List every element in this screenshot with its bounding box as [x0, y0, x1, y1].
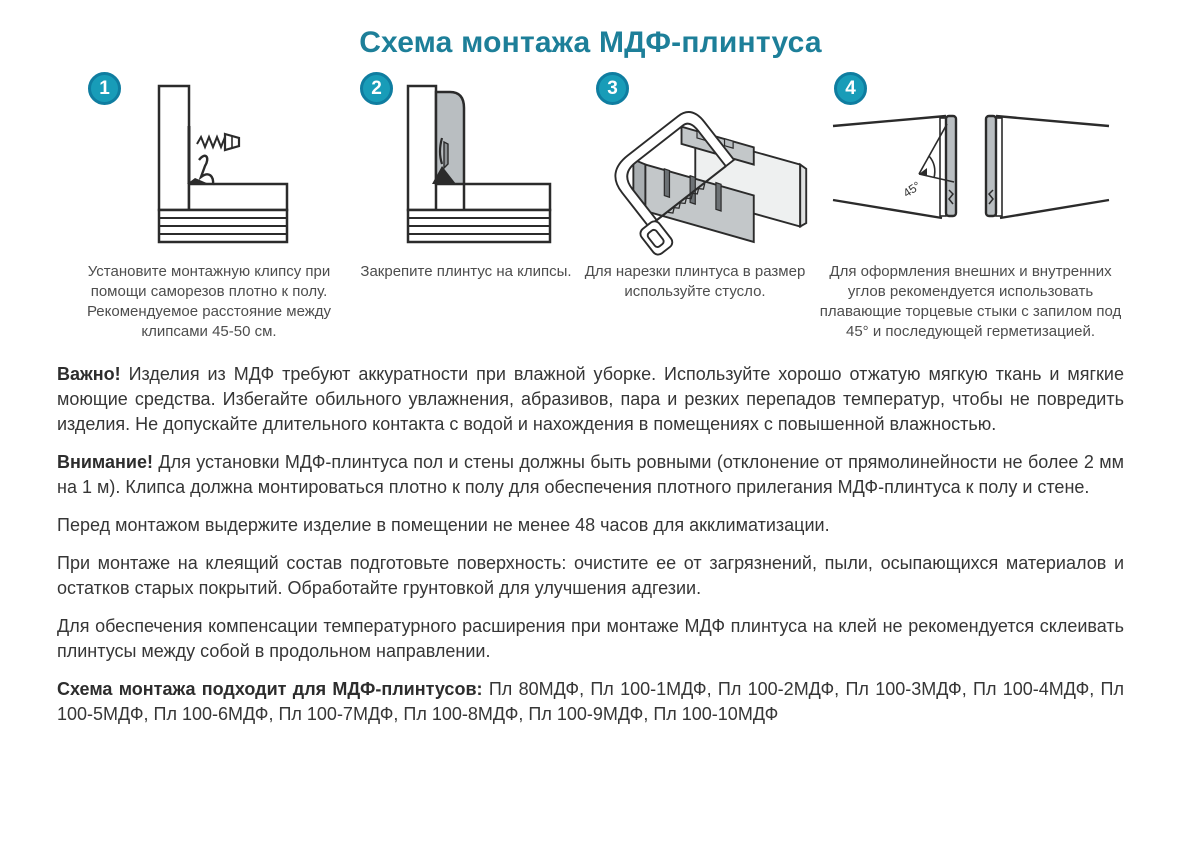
compatible-models-list: Пл 80МДФ, Пл 100-1МДФ, Пл 100-2МДФ, Пл 100-3МДФ, Пл 100-4МДФ, Пл 100-5МДФ, Пл 100-6МДФ, Пл 100-7МДФ, Пл 100-8МДФ, Пл 100-9МДФ, Пл 100-10МДФ — [57, 679, 1125, 724]
step-3-number-badge: 3 — [596, 72, 629, 105]
compatible-models-label: Схема монтажа подходит для МДФ-плинтусов: — [57, 679, 483, 699]
step-1-caption: Установите монтажную клипсу при помощи саморезов плотно к полу. Рекомендуемое расстояние между клипсами 45-50 см. — [86, 263, 332, 340]
step-4-caption: Для оформления внешних и внутренних углов рекомендуется использовать плавающие торцевые стыки с запилом под 45° и последующей герметизацией. — [819, 263, 1122, 340]
step-1 — [58, 70, 360, 342]
step-3 — [572, 70, 818, 342]
floor-shape — [464, 184, 550, 210]
steps-row — [58, 70, 1123, 342]
body-text — [57, 362, 1124, 727]
step-3-caption: Для нарезки плинтуса в размер используйте стусло. — [584, 263, 806, 300]
left-plinth-piece — [833, 116, 956, 218]
paragraph-important-text: Изделия из МДФ требуют аккуратности при влажной уборке. Используйте хорошо отжатую мягкую ткань и мягкие моющие средства. Избегайте обильного увлажнения, абразивов, пара и резких перепадов температур, чтобы не повредить изделия. Не допускайте длительного контакта с водой и нахождения в помещениях с повышенной влажностью. — [57, 364, 1124, 434]
illustration-miter-box — [572, 82, 822, 254]
illustration-plinth-on-clip — [360, 82, 580, 254]
step-4 — [818, 70, 1123, 342]
floor-shape — [189, 184, 287, 210]
paragraph-important — [57, 362, 1124, 437]
illustration-clip-mounting — [59, 82, 359, 254]
attention-label: Внимание! — [57, 452, 153, 472]
step-2 — [360, 70, 572, 342]
wall-shape — [159, 86, 189, 210]
box-slot — [716, 183, 721, 211]
paragraph-thermal-expansion: Для обеспечения компенсации температурного расширения при монтаже МДФ плинтуса на клей не рекомендуется склеивать плинтусы между собой в продольном направлении. — [57, 616, 1124, 661]
screw-icon — [197, 134, 239, 150]
step-4-number-badge: 4 — [834, 72, 867, 105]
illustration-corner-joint — [821, 82, 1121, 254]
paragraph-attention-text: Для установки МДФ-плинтуса пол и стены должны быть ровными (отклонение от прямолинейности не более 2 мм на 1 м). Клипса должна монтироваться плотно к полу для обеспечения плотного прилегания МДФ-плинтуса к полу и стене. — [57, 452, 1124, 497]
step-2-caption: Закрепите плинтус на клипсы. — [360, 263, 572, 280]
page-title: Схема монтажа МДФ-плинтуса — [359, 26, 822, 59]
box-slot — [664, 169, 669, 197]
paragraph-adhesive-prep: При монтаже на клеящий состав подготовьте поверхность: очистите ее от загрязнений, пыли, осыпающихся материалов и остатков старых покрытий. Обработайте грунтовкой для улучшения адгезии. — [57, 553, 1124, 598]
paragraph-attention — [57, 450, 1124, 500]
step-1-number-badge: 1 — [88, 72, 121, 105]
angle-45-label: 45° — [899, 178, 923, 201]
wall-shape — [408, 86, 436, 210]
important-label: Важно! — [57, 364, 121, 384]
paragraph-acclimatization: Перед монтажом выдержите изделие в помещении не менее 48 часов для акклиматизации. — [57, 515, 830, 535]
step-2-number-badge: 2 — [360, 72, 393, 105]
paragraph-compatible-models — [57, 677, 1124, 727]
right-plinth-piece — [986, 116, 1109, 218]
